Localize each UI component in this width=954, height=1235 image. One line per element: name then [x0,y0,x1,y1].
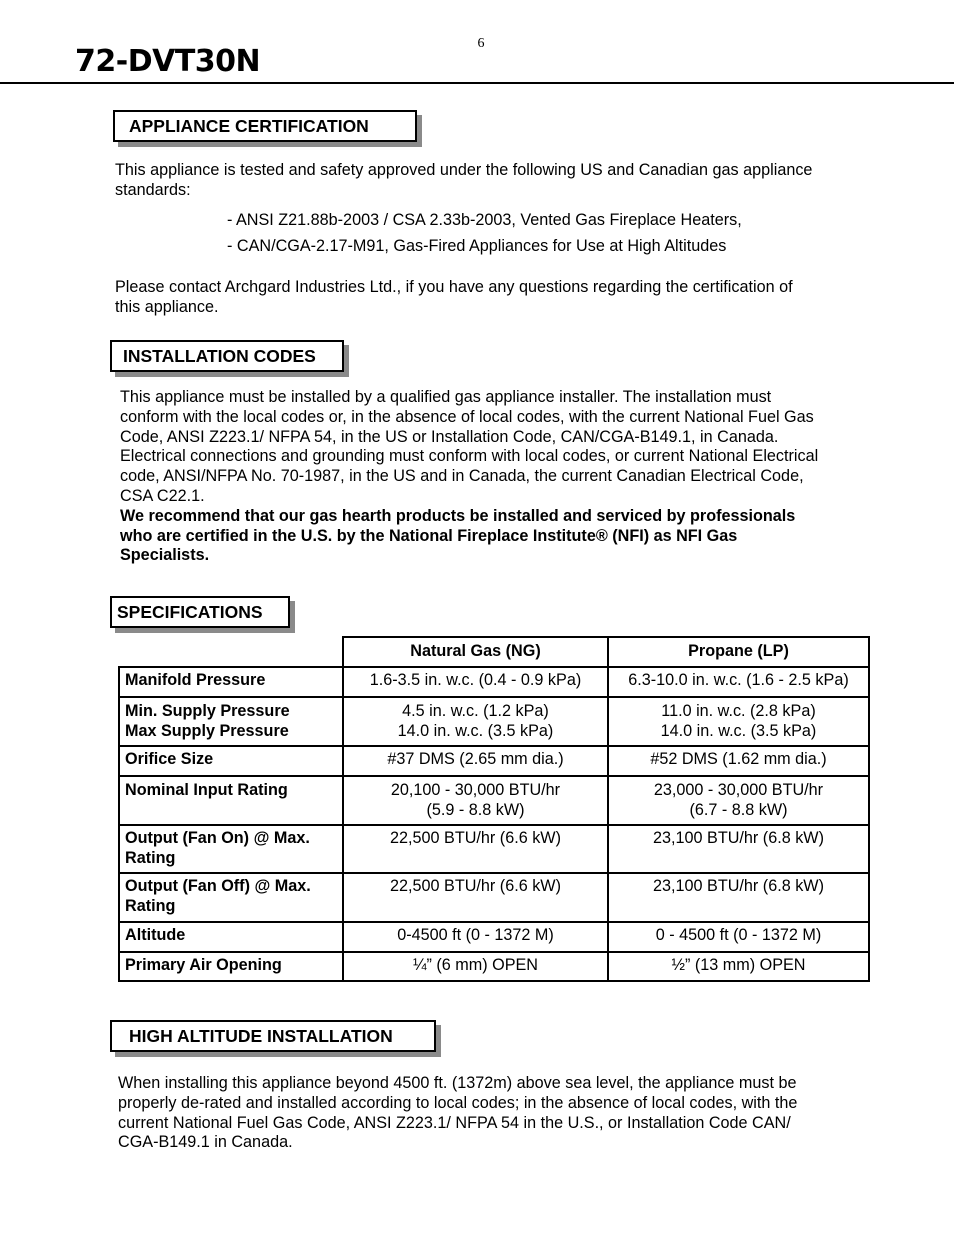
lp-value [608,873,869,922]
certification-intro [115,161,885,201]
ng-value [343,697,608,746]
ng-value [343,952,608,981]
table-row [119,667,869,697]
ng-value-line: (5.9 - 8.8 kW) [426,800,525,819]
installation-codes-body [120,388,900,566]
row-label-line: Rating [125,896,176,915]
section-heading-high-altitude [110,1020,436,1052]
row-label-line: Nominal Input Rating [125,781,288,799]
high-altitude-line: When installing this appliance beyond 4500 ft. (1372m) above sea level, the appliance must be [118,1074,797,1092]
ng-value-line: 4.5 in. w.c. (1.2 kPa) [402,702,549,720]
row-label [119,776,343,825]
lp-value [608,776,869,825]
table-row [119,776,869,825]
standard-item: - CAN/CGA-2.17-M91, Gas-Fired Appliances for Use at High Altitudes [227,237,727,255]
header-divider [0,82,954,84]
row-label-line: Output (Fan Off) @ Max. [125,877,311,895]
specifications-table [118,636,870,982]
ng-value [343,746,608,776]
table-row [119,922,869,952]
section-heading-specifications [110,596,290,628]
lp-value-line: 0 - 4500 ft (0 - 1372 M) [655,926,822,944]
lp-value [608,825,869,873]
lp-value-line: 11.0 in. w.c. (2.8 kPa) [661,702,816,720]
table-row [119,825,869,873]
table-row [119,746,869,776]
ng-value [343,825,608,873]
installation-codes-line: CSA C22.1. [120,486,205,505]
ng-value [343,873,608,922]
lp-value-line: 23,100 BTU/hr (6.8 kW) [653,829,824,847]
certification-heading-text: APPLIANCE CERTIFICATION [129,116,369,136]
row-label [119,873,343,922]
model-title: 72-DVT30N [75,44,261,79]
lp-value-line: 23,000 - 30,000 BTU/hr [653,781,824,799]
ng-value-line: 0-4500 ft (0 - 1372 M) [397,926,554,944]
row-label-line: Output (Fan On) @ Max. [125,829,310,847]
high-altitude-line: CGA-B149.1 in Canada. [118,1133,293,1152]
lp-value [608,746,869,776]
lp-value [608,952,869,981]
row-label-line: Orifice Size [125,750,214,768]
lp-value [608,667,869,697]
certification-intro-line: standards: [115,180,191,199]
page-number: 6 [477,36,485,51]
lp-value-line: 23,100 BTU/hr (6.8 kW) [653,877,824,895]
nfi-recommendation-line: We recommend that our gas hearth products be installed and serviced by professionals [120,506,796,525]
section-heading-certification [113,110,417,142]
installation-codes-heading-text: INSTALLATION CODES [123,346,316,366]
row-label [119,697,343,746]
ng-value-line: 1.6-3.5 in. w.c. (0.4 - 0.9 kPa) [369,671,582,689]
certification-intro-line: This appliance is tested and safety approved under the following US and Canadian gas appliance [115,161,813,179]
high-altitude-body [118,1074,898,1153]
nfi-recommendation-line: Specialists. [120,546,210,565]
section-heading-installation-codes [110,340,344,372]
certification-contact-line: this appliance. [115,297,219,316]
ng-value-line: 20,100 - 30,000 BTU/hr [390,781,561,799]
specifications-heading-text: SPECIFICATIONS [117,602,263,622]
high-altitude-heading-text: HIGH ALTITUDE INSTALLATION [129,1026,393,1046]
installation-codes-line: conform with the local codes or, in the absence of local codes, with the current National Fuel Gas [120,407,814,426]
ng-value-line: #37 DMS (2.65 mm dia.) [387,750,564,768]
nfi-recommendation-line: who are certified in the U.S. by the National Fireplace Institute® (NFI) as NFI Gas [120,526,738,545]
lp-value-line: 6.3-10.0 in. w.c. (1.6 - 2.5 kPa) [628,671,849,689]
lp-value [608,697,869,746]
ng-value [343,922,608,952]
lp-value-line: (6.7 - 8.8 kW) [689,800,788,819]
table-corner-cell [119,637,343,667]
ng-value [343,776,608,825]
row-label [119,922,343,952]
row-label [119,667,343,697]
installation-codes-line: This appliance must be installed by a qualified gas appliance installer. The installation must [120,388,772,406]
table-row [119,697,869,746]
ng-value-line: ¼” (6 mm) OPEN [412,956,538,974]
table-row [119,873,869,922]
lp-value [608,922,869,952]
row-label-line: Primary Air Opening [125,956,282,974]
standard-item: - ANSI Z21.88b-2003 / CSA 2.33b-2003, Vented Gas Fireplace Heaters, [227,211,742,229]
installation-codes-line: code, ANSI/NFPA No. 70-1987, in the US and in Canada, the current Canadian Electrical Code, [120,467,804,486]
ng-value [343,667,608,697]
high-altitude-line: current National Fuel Gas Code, ANSI Z223.1/ NFPA 54 in the U.S., or Installation Code CAN/ [118,1113,791,1132]
row-label [119,746,343,776]
high-altitude-line: properly de-rated and installed according to local codes; in the absence of local codes, with the [118,1093,798,1112]
lp-value-line: 14.0 in. w.c. (3.5 kPa) [660,721,817,740]
column-header-propane: Propane (LP) [608,637,869,667]
table-row [119,952,869,981]
row-label-line: Max Supply Pressure [125,721,289,740]
installation-codes-line: Code, ANSI Z223.1/ NFPA 54, in the US or Installation Code, CAN/CGA-B149.1, in Canada. [120,427,779,446]
ng-value-line: 14.0 in. w.c. (3.5 kPa) [397,721,554,740]
ng-value-line: 22,500 BTU/hr (6.6 kW) [390,877,561,895]
ng-value-line: 22,500 BTU/hr (6.6 kW) [390,829,561,847]
lp-value-line: #52 DMS (1.62 mm dia.) [650,750,827,768]
certification-contact [115,278,885,318]
row-label-line: Rating [125,848,176,867]
certification-contact-line: Please contact Archgard Industries Ltd., if you have any questions regarding the certification of [115,278,793,296]
row-label-line: Manifold Pressure [125,671,266,689]
lp-value-line: ½” (13 mm) OPEN [671,956,806,974]
row-label [119,825,343,873]
installation-codes-line: Electrical connections and grounding must conform with local codes, or current National Electrical [120,447,819,466]
row-label [119,952,343,981]
column-header-natural-gas: Natural Gas (NG) [343,637,608,667]
row-label-line: Min. Supply Pressure [125,702,290,720]
table-header-row [119,637,869,667]
row-label-line: Altitude [125,926,186,944]
